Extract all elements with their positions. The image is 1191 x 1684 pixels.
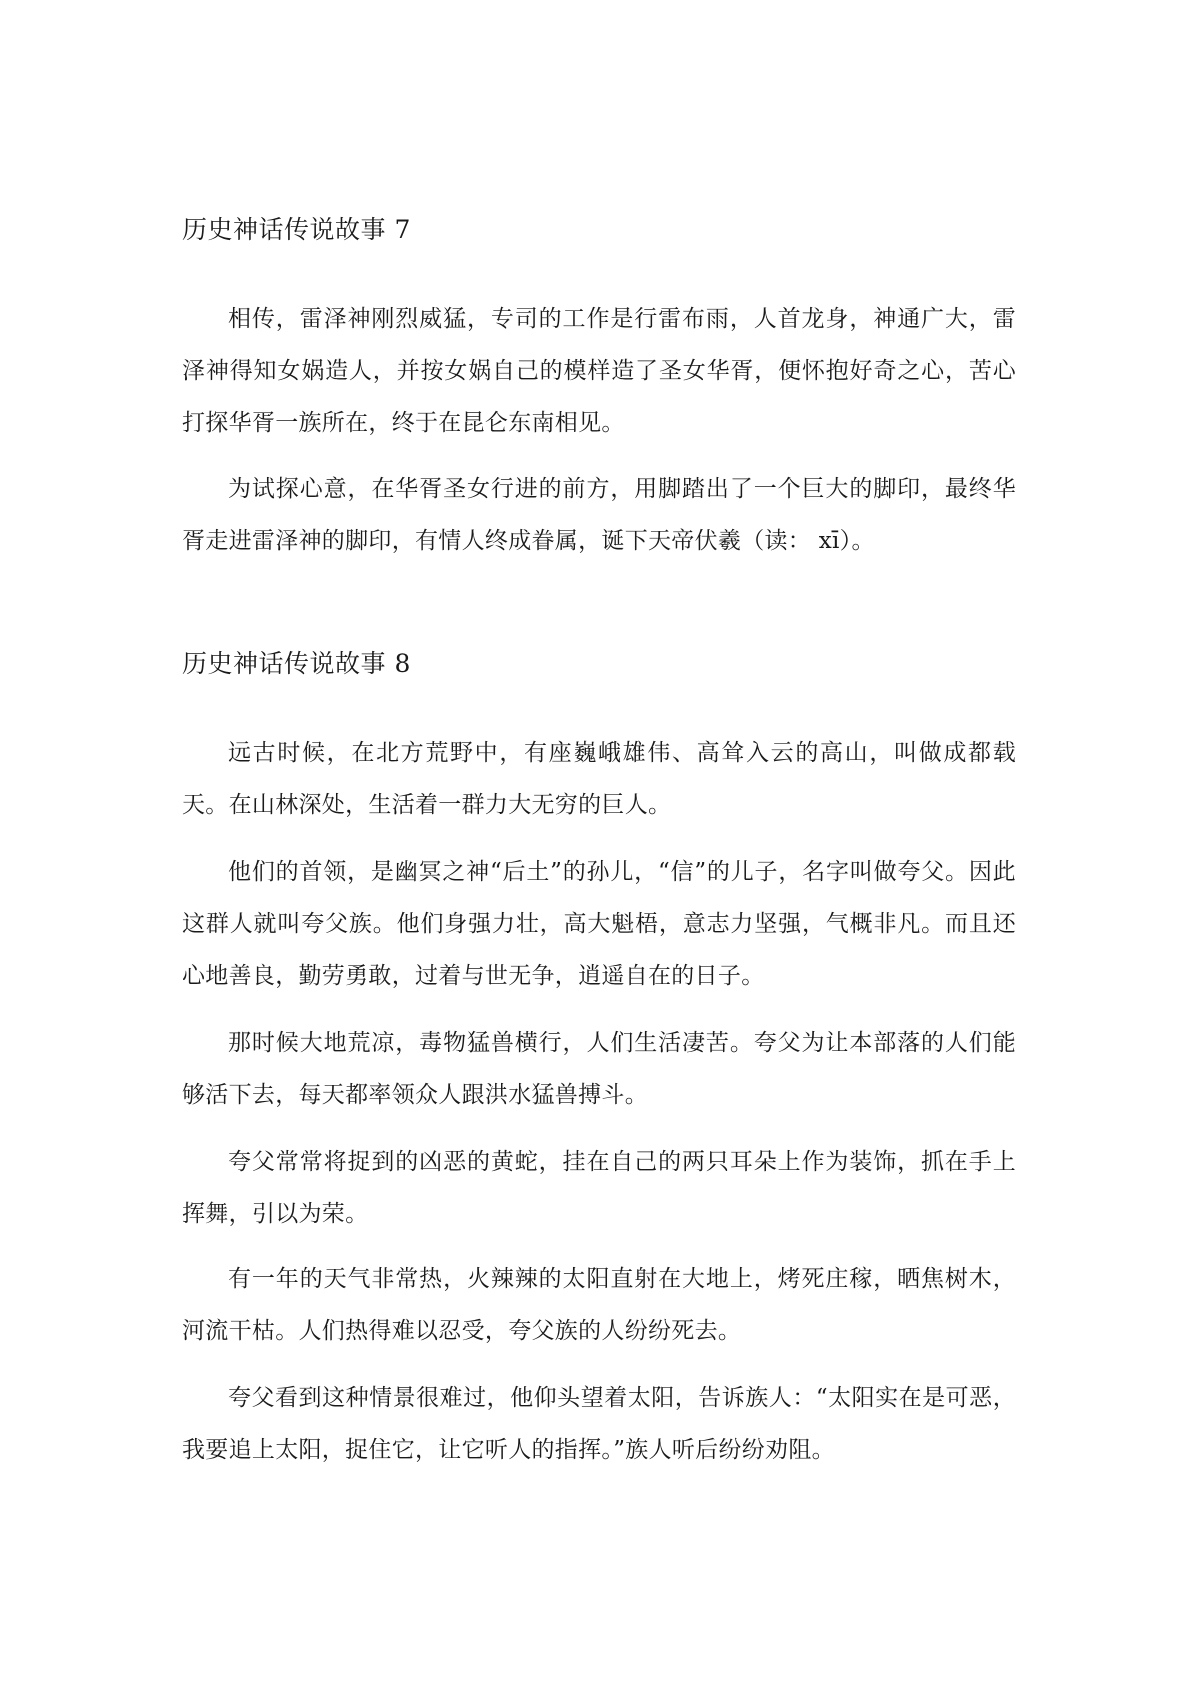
paragraph: 有一年的天气非常热，火辣辣的太阳直射在大地上，烤死庄稼，晒焦树木，河流干枯。人们热得难以忍受，夸父族的人纷纷死去。 [182, 1266, 1016, 1344]
paragraph: 为试探心意，在华胥圣女行进的前方，用脚踏出了一个巨大的脚印，最终华胥走进雷泽神的脚印，有情人终成眷属，诞下天帝伏羲（读： xī）。 [182, 476, 1016, 554]
section-title-7: 历史神话传说故事 7 [182, 215, 411, 244]
document-page [182, 0, 1016, 1684]
paragraph: 他们的首领，是幽冥之神“后土”的孙儿，“信”的儿子，名字叫做夸父。因此这群人就叫夸父族。他们身强力壮，高大魁梧，意志力坚强，气概非凡。而且还心地善良，勤劳勇敢，过着与世无争，逍遥自在的日子。 [182, 859, 1016, 989]
paragraph: 相传，雷泽神刚烈威猛，专司的工作是行雷布雨，人首龙身，神通广大，雷泽神得知女娲造人，并按女娲自己的模样造了圣女华胥，便怀抱好奇之心，苦心打探华胥一族所在，终于在昆仑东南相见。 [182, 306, 1016, 436]
paragraph: 远古时候，在北方荒野中，有座巍峨雄伟、高耸入云的高山，叫做成都载天。在山林深处，生活着一群力大无穷的巨人。 [182, 740, 1016, 818]
paragraph: 夸父看到这种情景很难过，他仰头望着太阳，告诉族人：“太阳实在是可恶，我要追上太阳，捉住它，让它听人的指挥。”族人听后纷纷劝阻。 [182, 1385, 1016, 1463]
paragraph: 夸父常常将捉到的凶恶的黄蛇，挂在自己的两只耳朵上作为装饰，抓在手上挥舞，引以为荣。 [182, 1149, 1016, 1227]
paragraph: 那时候大地荒凉，毒物猛兽横行，人们生活凄苦。夸父为让本部落的人们能够活下去，每天都率领众人跟洪水猛兽搏斗。 [182, 1030, 1016, 1108]
section-title-8: 历史神话传说故事 8 [182, 649, 411, 678]
